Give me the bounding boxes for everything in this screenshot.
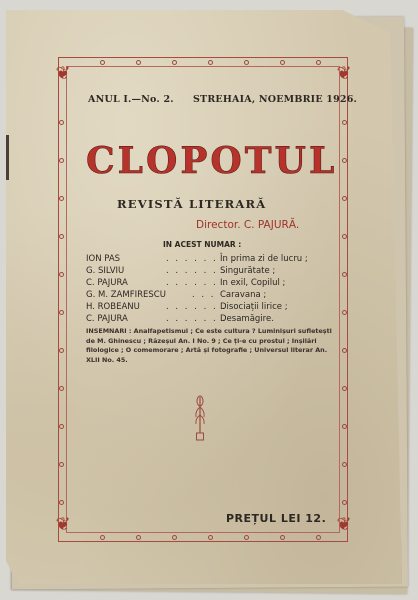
frame-dot — [59, 500, 64, 505]
toc-author: G. M. ZAMFIRESCU — [86, 290, 166, 300]
frame-dot — [59, 272, 64, 277]
toc-dots: . . . . . . . — [166, 278, 228, 288]
toc-title: Singurătate ; — [220, 266, 276, 276]
toc-title: In exil, Copilul ; — [220, 278, 286, 288]
toc-row — [86, 290, 326, 301]
frame-dot — [316, 60, 321, 65]
director-line: Director. C. PAJURĂ. — [196, 219, 300, 231]
frame-dot — [280, 60, 285, 65]
toc-row — [86, 266, 326, 277]
toc-author: H. ROBEANU — [86, 302, 140, 312]
frame-dot — [342, 500, 347, 505]
corner-ornament-icon: ❦ — [336, 63, 352, 84]
notes-section: INSEMNARI : Analfapetismul ; Ce este cultura ? Luminișuri sufletești de M. Ghinescu ; Răzeșul An. I No. 9 ; Ce ți-e cu prostul ; Inșilări filologice ; O comemorare ; Artă și fotografie ; Universul literar An. XLII No. 45. — [86, 327, 332, 364]
toc-author: G. SILVIU — [86, 266, 125, 276]
toc-title: În prima zi de lucru ; — [220, 254, 308, 264]
frame-dot — [59, 424, 64, 429]
magazine-title: CLOPOTUL — [86, 140, 338, 182]
frame-dot — [342, 386, 347, 391]
toc-row — [86, 254, 326, 265]
frame-dot — [244, 535, 249, 540]
toc-row — [86, 302, 326, 313]
frame-dot — [136, 535, 141, 540]
frame-dot — [280, 535, 285, 540]
toc-row — [86, 314, 326, 325]
spine-staple — [6, 135, 9, 180]
toc-dots: . . . . . . . — [166, 266, 228, 276]
frame-dot — [59, 196, 64, 201]
toc-dots: . . . . . . . . — [166, 254, 237, 264]
frame-dot — [172, 60, 177, 65]
frame-dot — [172, 535, 177, 540]
frame-dot — [59, 462, 64, 467]
frame-dot — [59, 234, 64, 239]
price-label: PREȚUL LEI 12. — [226, 512, 327, 525]
place-date: STREHAIA, NOEMBRIE 1926. — [193, 94, 358, 105]
frame-dot — [342, 272, 347, 277]
toc-dots: . . . . . . . — [166, 314, 228, 324]
frame-dot — [59, 158, 64, 163]
toc-row — [86, 278, 326, 289]
wheat-ornament-icon — [192, 393, 208, 443]
frame-dot — [208, 60, 213, 65]
frame-dot — [100, 60, 105, 65]
toc-author: ION PAS — [86, 254, 121, 264]
contents-heading: IN ACEST NUMAR : — [163, 240, 242, 249]
frame-dot — [342, 310, 347, 315]
corner-ornament-icon: ❦ — [55, 63, 71, 84]
frame-dot — [342, 158, 347, 163]
frame-dot — [342, 424, 347, 429]
frame-dot — [100, 535, 105, 540]
frame-dot — [136, 60, 141, 65]
toc-dots: . . . — [192, 290, 216, 300]
frame-dot — [59, 386, 64, 391]
frame-dot — [59, 120, 64, 125]
frame-dot — [244, 60, 249, 65]
frame-dot — [342, 348, 347, 353]
toc-title: Caravana ; — [220, 290, 267, 300]
frame-dot — [342, 196, 347, 201]
toc-author: C. PAJURA — [86, 278, 128, 288]
frame-dot — [342, 120, 347, 125]
magazine-subtitle: REVISTĂ LITERARĂ — [117, 197, 267, 211]
issue-number: ANUL I.—No. 2. — [88, 94, 174, 105]
corner-ornament-icon: ❦ — [55, 514, 71, 535]
frame-dot — [59, 310, 64, 315]
frame-dot — [316, 535, 321, 540]
toc-author: C. PAJURA — [86, 314, 128, 324]
toc-dots: . . . . . . . — [166, 302, 228, 312]
toc-title: Disociații lirice ; — [220, 302, 288, 312]
frame-dot — [208, 535, 213, 540]
corner-ornament-icon: ❦ — [336, 514, 352, 535]
frame-dot — [342, 234, 347, 239]
toc-title: Desamăgire. — [220, 314, 274, 324]
frame-dot — [342, 462, 347, 467]
frame-dot — [59, 348, 64, 353]
